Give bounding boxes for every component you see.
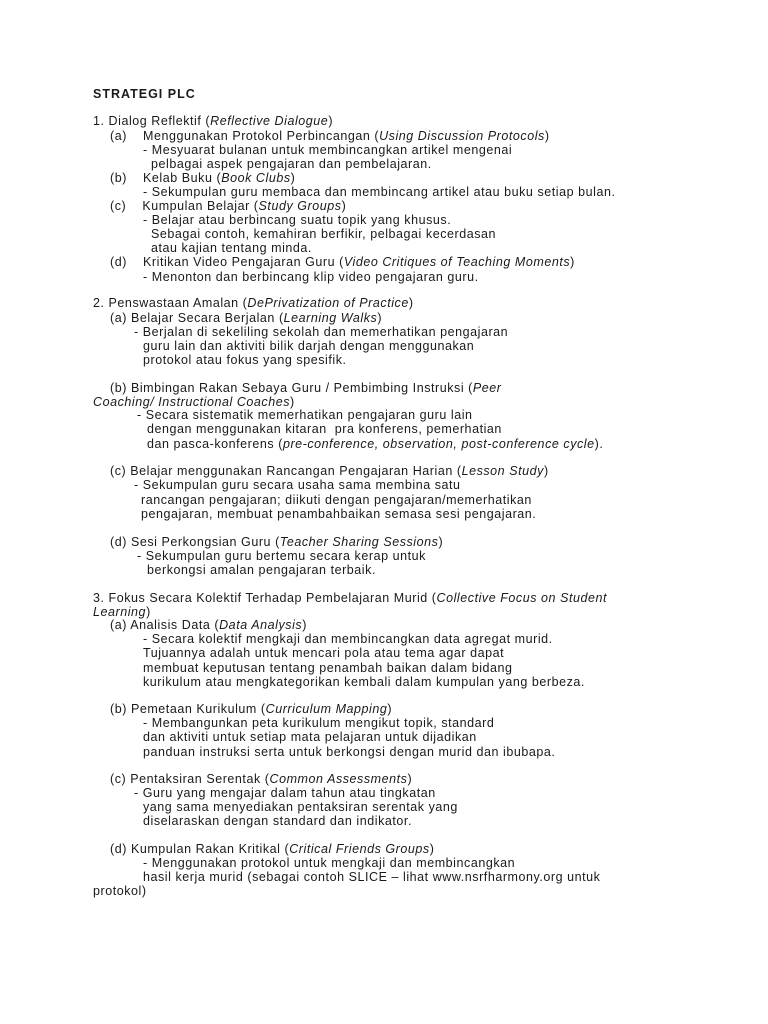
line-text: atau kajian tentang minda.	[151, 241, 312, 255]
text-line	[93, 591, 607, 605]
line-text: panduan instruksi serta untuk berkongsi dengan murid dan ibubapa.	[143, 745, 556, 759]
english-term: Coaching/ Instructional Coaches	[93, 395, 291, 409]
line-text: pengajaran, membuat penambahbaikan semasa sesi pengajaran.	[141, 507, 537, 521]
line-text: - Sekumpulan guru membaca dan membincang artikel atau buku setiap bulan.	[143, 185, 616, 199]
text-line	[110, 381, 502, 395]
line-text: - Sekumpulan guru secara usaha sama membina satu	[134, 478, 461, 492]
line-text: yang sama menyediakan pentaksiran serentak yang	[143, 800, 458, 814]
line-text: - Sekumpulan guru bertemu secara kerap untuk	[137, 549, 426, 563]
line-text: )	[328, 114, 334, 128]
english-term: Lesson Study	[461, 464, 544, 478]
text-line	[151, 241, 312, 255]
text-line	[134, 478, 461, 492]
line-text: dengan menggunakan kitaran pra konferens, pemerhatian	[147, 422, 502, 436]
english-term: Data Analysis	[219, 618, 303, 632]
text-line	[147, 437, 603, 451]
line-text: )	[290, 171, 296, 185]
text-line	[143, 661, 513, 675]
line-text: - Membangunkan peta kurikulum mengikut topik, standard	[143, 716, 495, 730]
line-text: - Menonton dan berbincang klip video pengajaran guru.	[143, 270, 479, 284]
line-text: - Guru yang mengajar dalam tahun atau tingkatan	[134, 786, 436, 800]
line-text: dan pasca-konferens (	[147, 437, 283, 451]
line-text: ).	[594, 437, 604, 451]
english-term: pre-conference, observation, post-conference cycle	[282, 437, 595, 451]
line-text: 1. Dialog Reflektif (	[93, 114, 211, 128]
text-line	[93, 884, 147, 898]
text-line	[110, 702, 392, 716]
english-term: DePrivatization of Practice	[247, 296, 409, 310]
text-line	[110, 618, 307, 632]
text-line	[143, 675, 585, 689]
text-line	[137, 549, 426, 563]
line-text: 2. Penswastaan Amalan (	[93, 296, 248, 310]
text-line	[143, 730, 477, 744]
line-text: )	[438, 535, 444, 549]
text-line	[147, 422, 502, 436]
line-text: )	[408, 296, 414, 310]
english-term: Common Assessments	[269, 772, 408, 786]
text-line	[110, 171, 295, 185]
text-line	[143, 870, 600, 884]
text-line	[143, 814, 412, 828]
english-term: Curriculum Mapping	[265, 702, 388, 716]
text-line	[151, 227, 496, 241]
text-line	[110, 842, 434, 856]
text-line	[143, 353, 347, 367]
line-text: )	[543, 464, 549, 478]
line-text: (a) Belajar Secara Berjalan (	[110, 311, 284, 325]
line-text: - Menggunakan protokol untuk mengkaji dan membincangkan	[143, 856, 516, 870]
line-text: dan aktiviti untuk setiap mata pelajaran untuk dijadikan	[143, 730, 477, 744]
line-text: (c) Belajar menggunakan Rancangan Pengajaran Harian (	[110, 464, 462, 478]
line-text: (b) Pemetaan Kurikulum (	[110, 702, 266, 716]
text-line	[143, 646, 504, 660]
line-text: (b) Kelab Buku (	[110, 171, 222, 185]
text-line	[147, 563, 376, 577]
line-text: kurikulum atau mengkategorikan kembali dalam kumpulan yang berbeza.	[143, 675, 585, 689]
line-text: (d) Kumpulan Rakan Kritikal (	[110, 842, 290, 856]
line-text: rancangan pengajaran; diikuti dengan pengajaran/memerhatikan	[141, 493, 532, 507]
line-text: )	[387, 702, 393, 716]
text-line	[143, 270, 479, 284]
line-text: )	[570, 255, 575, 269]
text-line	[143, 716, 494, 730]
english-term: Book Clubs	[221, 171, 291, 185]
text-line	[93, 114, 333, 128]
english-term: Reflective Dialogue	[210, 114, 329, 128]
line-text: )	[290, 395, 295, 409]
english-term: Teacher Sharing Sessions	[279, 535, 439, 549]
text-line	[143, 745, 555, 759]
line-text: )	[302, 618, 307, 632]
line-text: (d) Kritikan Video Pengajaran Guru (	[110, 255, 344, 269]
text-line	[93, 395, 295, 409]
line-text: Tujuannya adalah untuk mencari pola atau tema agar dapat	[143, 646, 505, 660]
line-text: protokol atau fokus yang spesifik.	[143, 353, 347, 367]
text-line	[143, 185, 616, 199]
line-text: Sebagai contoh, kemahiran berfikir, pelbagai kecerdasan	[151, 227, 497, 241]
document-title: STRATEGI PLC	[93, 87, 196, 101]
line-text: )	[429, 842, 435, 856]
line-text: protokol)	[93, 884, 147, 898]
english-term: Learning Walks	[283, 311, 378, 325]
line-text: - Secara sistematik memerhatikan pengajaran guru lain	[137, 408, 473, 422]
line-text: - Secara kolektif mengkaji dan membincangkan data agregat murid.	[143, 632, 553, 646]
line-text: )	[146, 605, 151, 619]
line-text: )	[377, 311, 383, 325]
line-text: )	[341, 199, 347, 213]
text-line	[143, 856, 515, 870]
line-text: - Berjalan di sekeliling sekolah dan memerhatikan pengajaran	[134, 325, 509, 339]
line-text: )	[544, 129, 550, 143]
line-text: (d) Sesi Perkongsian Guru (	[110, 535, 280, 549]
line-text: (a) Analisis Data (	[110, 618, 220, 632]
text-line	[137, 408, 473, 422]
text-line	[143, 339, 474, 353]
text-line	[143, 213, 451, 227]
line-text: pelbagai aspek pengajaran dan pembelajaran.	[151, 157, 432, 171]
text-line	[151, 157, 432, 171]
text-line	[110, 311, 382, 325]
line-text: - Belajar atau berbincang suatu topik yang khusus.	[143, 213, 452, 227]
text-line	[93, 296, 414, 310]
text-line	[93, 605, 151, 619]
text-line	[110, 464, 549, 478]
english-term: Study Groups	[258, 199, 342, 213]
english-term: Peer	[472, 381, 502, 395]
text-line	[143, 800, 458, 814]
line-text: hasil kerja murid (sebagai contoh SLICE – lihat www.nsrfharmony.org untuk	[143, 870, 601, 884]
text-line	[141, 507, 536, 521]
line-text: - Mesyuarat bulanan untuk membincangkan artikel mengenai	[143, 143, 513, 157]
line-text: guru lain dan aktiviti bilik darjah dengan menggunakan	[143, 339, 475, 353]
line-text: (c) Pentaksiran Serentak (	[110, 772, 270, 786]
english-term: Using Discussion Protocols	[379, 129, 545, 143]
text-line	[141, 493, 532, 507]
text-line	[134, 325, 508, 339]
line-text: (a) Menggunakan Protokol Perbincangan (	[110, 129, 380, 143]
text-line	[110, 772, 412, 786]
line-text: (b) Bimbingan Rakan Sebaya Guru / Pembimbing Instruksi (	[110, 381, 473, 395]
line-text: (c) Kumpulan Belajar (	[110, 199, 259, 213]
line-text: berkongsi amalan pengajaran terbaik.	[147, 563, 376, 577]
english-term: Collective Focus on Student	[436, 591, 608, 605]
text-line	[110, 535, 443, 549]
line-text: membuat keputusan tentang penambah baikan dalam bidang	[143, 661, 513, 675]
line-text: )	[407, 772, 413, 786]
text-line	[110, 199, 346, 213]
english-term: Video Critiques of Teaching Moments	[343, 255, 571, 269]
text-line	[143, 632, 553, 646]
english-term: Learning	[93, 605, 147, 619]
text-line	[143, 143, 512, 157]
text-line	[110, 129, 550, 143]
line-text: diselaraskan dengan standard dan indikator.	[143, 814, 412, 828]
text-line	[110, 255, 575, 269]
text-line	[134, 786, 436, 800]
line-text: 3. Fokus Secara Kolektif Terhadap Pembelajaran Murid (	[93, 591, 437, 605]
english-term: Critical Friends Groups	[289, 842, 430, 856]
